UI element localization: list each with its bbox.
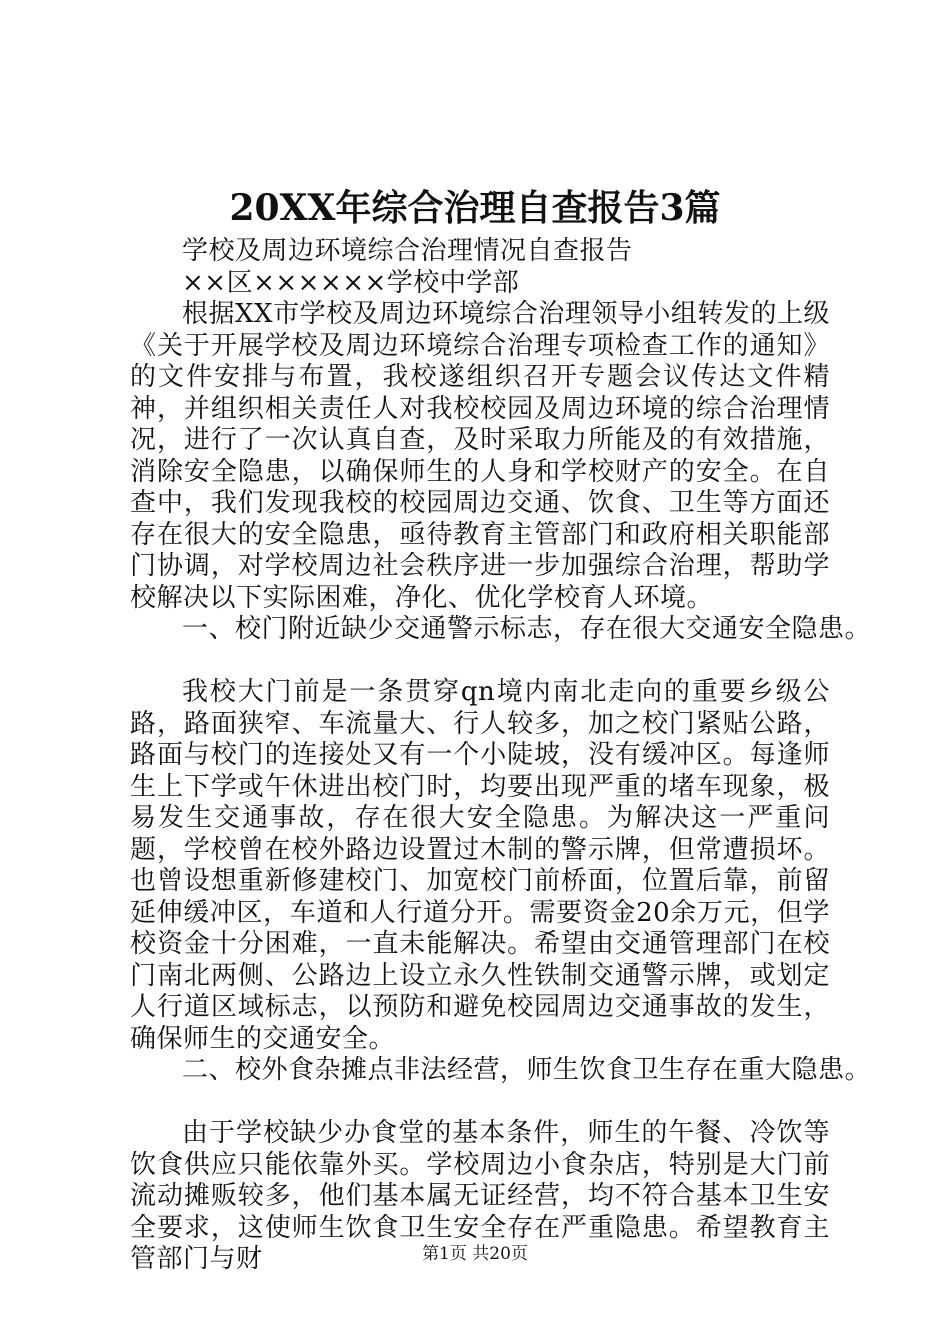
- paragraph-gap: [130, 646, 830, 678]
- document-unit: ××区××××××学校中学部: [182, 267, 520, 298]
- document-subtitle: 学校及周边环境综合治理情况自查报告: [182, 236, 633, 266]
- paragraph-traffic: 我校大门前是一条贯穿qn境内南北走向的重要乡级公路，路面狭窄、车流量大、行人较多，加之校门紧贴公路，路面与校门的连接处又有一个小陡坡，没有缓冲区。每逢师生上下学或午休进出校门时，均要出现严重的堵车现象，极易发生交通事故，存在很大安全隐患。为解决这一严重问题，学校曾在校外路边设置过木制的警示牌，但常遭损坏。也曾设想重新修建校门、加宽校门前桥面，位置后靠，前留延伸缓冲区，车道和人行道分开。需要资金20余万元，但学校资金十分困难，一直未能解决。希望由交通管理部门在校门南北两侧、公路边上设立永久性铁制交通警示牌，或划定人行道区域标志，以预防和避免校园周边交通事故的发生，确保师生的交通安全。: [130, 677, 830, 1054]
- paragraph-gap: [130, 1087, 830, 1119]
- paragraph-food: 由于学校缺少办食堂的基本条件，师生的午餐、冷饮等饮食供应只能依靠外买。学校周边小食杂店，特别是大门前流动摊贩较多，他们基本属无证经营，均不符合基本卫生安全要求，这使师生饮食卫生安全存在严重隐患。希望教育主管部门与财: [130, 1118, 830, 1274]
- document-title: 20XX年综合治理自查报告3篇: [229, 187, 721, 229]
- document-body: [130, 236, 872, 1276]
- paragraph-intro: 根据XX市学校及周边环境综合治理领导小组转发的上级《关于开展学校及周边环境综合治理专项检查工作的通知》的文件安排与布置，我校遂组织召开专题会议传达文件精神，并组织相关责任人对我校校园及周边环境的综合治理情况，进行了一次认真自查，及时采取力所能及的有效措施，消除安全隐患，以确保师生的人身和学校财产的安全。在自查中，我们发现我校的校园周边交通、饮食、卫生等方面还存在很大的安全隐患，亟待教育主管部门和政府相关职能部门协调，对学校周边社会秩序进一步加强综合治理，帮助学校解决以下实际困难，净化、优化学校育人环境。: [130, 299, 830, 613]
- section-heading-2: 二、校外食杂摊点非法经营，师生饮食卫生存在重大隐患。: [182, 1055, 872, 1085]
- page-footer: 第1页 共20页: [422, 1244, 528, 1264]
- section-heading-1: 一、校门附近缺少交通警示标志，存在很大交通安全隐患。: [182, 614, 872, 644]
